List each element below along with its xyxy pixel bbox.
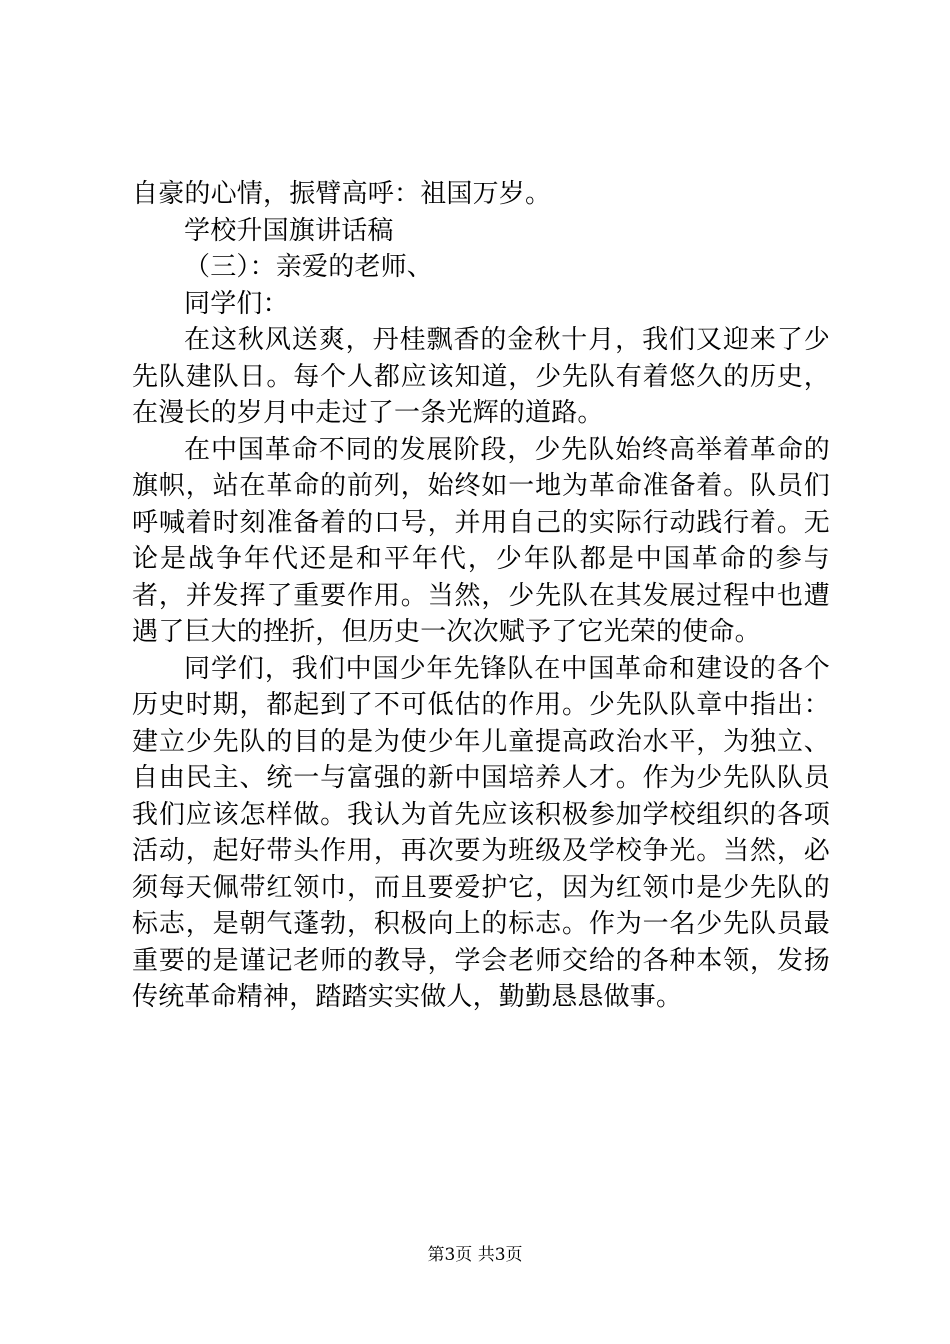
document-body xyxy=(132,176,830,1016)
paragraph-1: 自豪的心情，振臂高呼：祖国万岁。 xyxy=(132,179,552,209)
page-footer: 第3页 共3页 xyxy=(427,1245,523,1265)
paragraph-5: 在这秋风送爽，丹桂飘香的金秋十月，我们又迎来了少先队建队日。每个人都应该知道，少先队有着悠久的历史，在漫长的岁月中走过了一条光辉的道路。 xyxy=(132,325,830,428)
paragraph-6: 在中国革命不同的发展阶段，少先队始终高举着革命的旗帜，站在革命的前列，始终如一地为革命准备着。队员们呼喊着时刻准备着的口号，并用自己的实际行动践行着。无论是战争年代还是和平年代，少年队都是中国革命的参与者，并发挥了重要作用。当然，少先队在其发展过程中也遭遇了巨大的挫折，但历史一次次赋予了它光荣的使命。 xyxy=(132,434,830,647)
paragraph-2: 学校升国旗讲话稿 xyxy=(184,215,394,246)
paragraph-7: 同学们，我们中国少年先锋队在中国革命和建设的各个历史时期，都起到了不可低估的作用。少先队队章中指出：建立少先队的目的是为使少年儿童提高政治水平，为独立、自由民主、统一与富强的新中国培养人才。作为少先队队员我们应该怎样做。我认为首先应该积极参加学校组织的各项活动，起好带头作用，再次要为班级及学校争光。当然，必须每天佩带红领巾，而且要爱护它，因为红领巾是少先队的标志，是朝气蓬勃，积极向上的标志。作为一名少先队员最重要的是谨记老师的教导，学会老师交给的各种本领，发扬传统革命精神，踏踏实实做人，勤勤恳恳做事。 xyxy=(132,653,830,1012)
paragraph-4: 同学们： xyxy=(184,288,289,319)
paragraph-3: （三）：亲爱的老师、 xyxy=(184,252,434,282)
